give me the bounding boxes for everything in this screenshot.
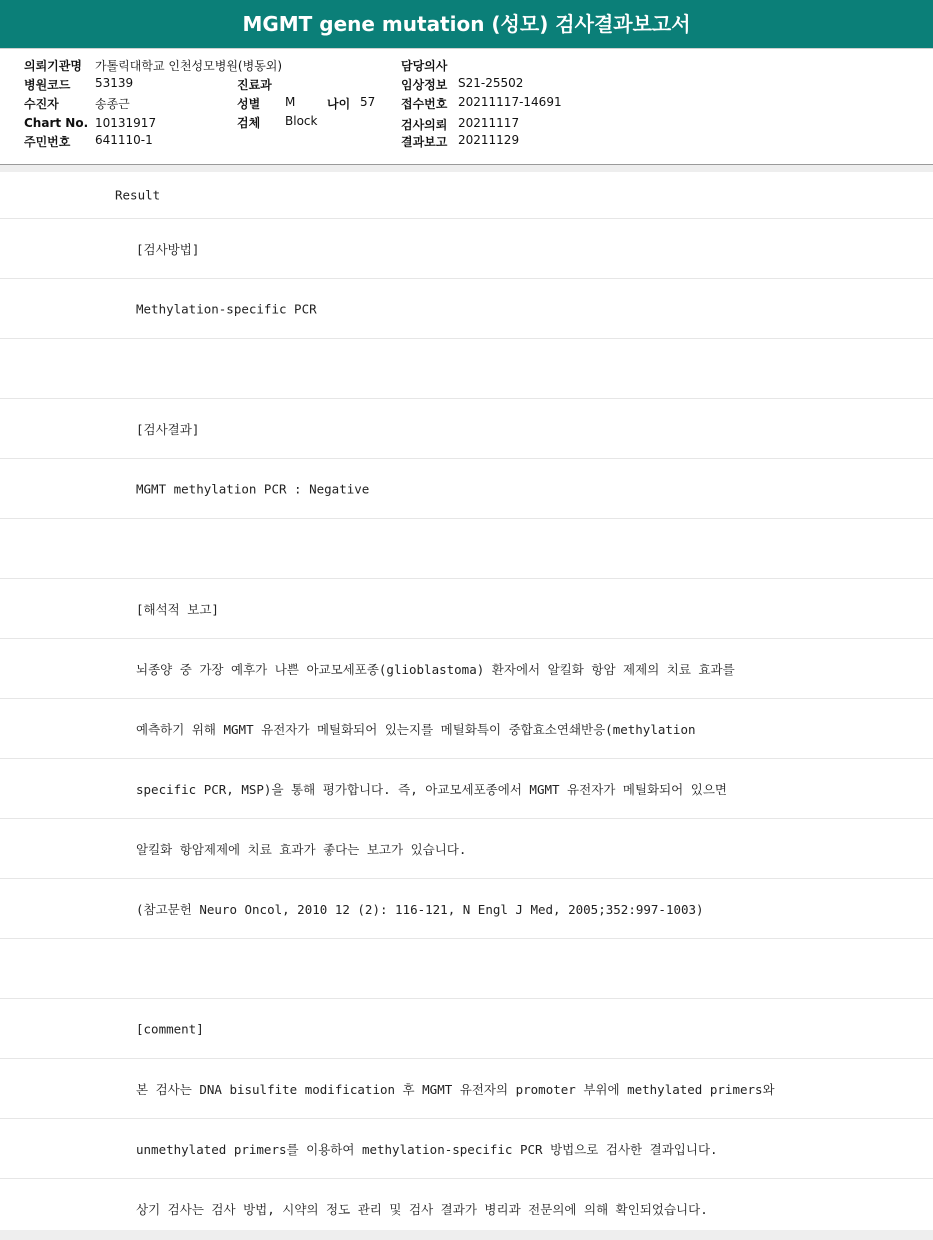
report-title-bar <box>0 0 933 49</box>
specimen-label: 검체 <box>237 116 261 130</box>
comment-line: 상기 검사는 검사 방법, 시약의 정도 관리 및 검사 결과가 병리과 전문의에 의해 확인되었습니다. <box>136 1201 708 1217</box>
comment-section-heading: [comment] <box>136 1021 204 1036</box>
chart-no-value: 10131917 <box>95 116 157 130</box>
receipt-number-label: 접수번호 <box>401 97 448 111</box>
result-row <box>0 459 933 519</box>
test-request-date-label: 검사의뢰 <box>401 118 448 132</box>
result-row <box>0 279 933 339</box>
patient-name-label: 수진자 <box>24 97 59 111</box>
resident-number-label: 주민번호 <box>24 135 71 149</box>
test-request-date-value: 20211117 <box>458 116 520 130</box>
patient-info-panel <box>0 48 933 165</box>
interpretation-line: 뇌종양 중 가장 예후가 나쁜 아교모세포종(glioblastoma) 환자에서 알킬화 항암 제제의 치료 효과를 <box>136 661 735 677</box>
interpretation-line: specific PCR, MSP)을 통해 평가합니다. 즉, 아교모세포종에서 MGMT 유전자가 메틸화되어 있으면 <box>136 781 727 797</box>
result-report-date-label: 결과보고 <box>401 135 448 149</box>
requesting-institution-label: 의뢰기관명 <box>24 59 82 73</box>
result-row <box>0 639 933 699</box>
receipt-number-value: 20211117-14691 <box>458 95 562 109</box>
attending-physician-label: 담당의사 <box>401 59 448 73</box>
method-text: Methylation-specific PCR <box>136 301 317 316</box>
result-row <box>0 399 933 459</box>
clinical-info-value: S21-25502 <box>458 76 524 90</box>
sex-value: M <box>285 95 296 109</box>
result-section-heading: [검사결과] <box>136 421 200 437</box>
comment-line: unmethylated primers를 이용하여 methylation-specific PCR 방법으로 검사한 결과입니다. <box>136 1141 718 1157</box>
result-heading: Result <box>115 187 161 203</box>
chart-no-label: Chart No. <box>24 116 89 130</box>
result-row <box>0 759 933 819</box>
specimen-value: Block <box>285 114 318 128</box>
age-label: 나이 <box>327 97 351 111</box>
result-body <box>0 172 933 1238</box>
method-section-heading: [검사방법] <box>136 241 200 257</box>
result-row-empty <box>0 939 933 999</box>
interpretation-line: 예측하기 위해 MGMT 유전자가 메틸화되어 있는지를 메틸화특이 중합효소연쇄반응(methylation <box>136 721 696 737</box>
result-row <box>0 699 933 759</box>
bottom-divider <box>0 1230 933 1240</box>
result-row <box>0 1059 933 1119</box>
resident-number-value: 641110-1 <box>95 133 153 147</box>
result-value-text: MGMT methylation PCR : Negative <box>136 481 370 496</box>
report-title: MGMT gene mutation (성모) 검사결과보고서 <box>242 12 691 36</box>
hospital-code-label: 병원코드 <box>24 78 71 92</box>
requesting-institution-value: 가톨릭대학교 인천성모병원(병동외) <box>95 59 283 73</box>
department-label: 진료과 <box>237 78 272 92</box>
result-row-empty <box>0 339 933 399</box>
result-row <box>0 999 933 1059</box>
result-row <box>0 819 933 879</box>
interpretation-section-heading: [해석적 보고] <box>136 601 219 617</box>
age-value: 57 <box>360 95 376 109</box>
interpretation-line: 알킬화 항암제제에 치료 효과가 좋다는 보고가 있습니다. <box>136 841 467 857</box>
result-report-date-value: 20211129 <box>458 133 520 147</box>
result-row-heading <box>0 172 933 219</box>
result-row <box>0 879 933 939</box>
reference-line: (참고문헌 Neuro Oncol, 2010 12 (2): 116-121, N Engl J Med, 2005;352:997-1003) <box>136 901 704 917</box>
result-row <box>0 579 933 639</box>
section-divider <box>0 165 933 172</box>
result-row <box>0 219 933 279</box>
sex-label: 성별 <box>237 97 261 111</box>
result-row-empty <box>0 519 933 579</box>
patient-name-value: 송종근 <box>95 97 130 111</box>
comment-line: 본 검사는 DNA bisulfite modification 후 MGMT 유전자의 promoter 부위에 methylated primers와 <box>136 1081 775 1097</box>
hospital-code-value: 53139 <box>95 76 134 90</box>
result-row <box>0 1119 933 1179</box>
clinical-info-label: 임상정보 <box>401 78 448 92</box>
